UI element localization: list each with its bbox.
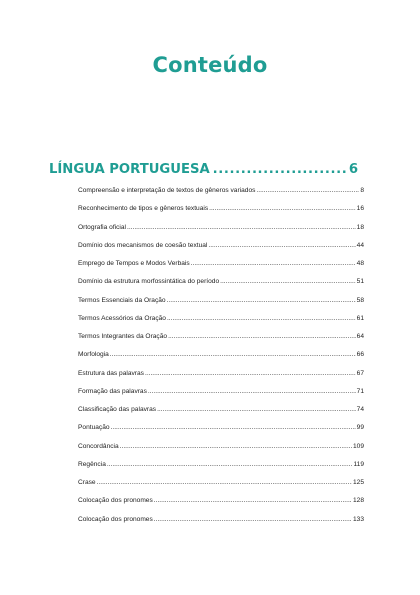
toc-entry: [78, 516, 364, 534]
toc-entry-label: Concordância: [78, 442, 119, 450]
toc-entry: [78, 224, 364, 242]
section-title: LÍNGUA PORTUGUESA: [49, 162, 210, 177]
page-title: Conteúdo: [152, 53, 268, 77]
dot-leader: [191, 260, 356, 267]
toc-entry-page: 128: [352, 497, 364, 505]
dot-leader: [111, 424, 356, 431]
dot-leader: [220, 278, 356, 285]
toc-entry-label: Domínio da estrutura morfossintática do período: [78, 278, 220, 286]
toc-entry-label: Crase: [78, 479, 96, 486]
dot-leader: [208, 242, 355, 249]
toc-entry-label: Reconhecimento de tipos e gêneros textuais: [78, 205, 209, 213]
toc-entry-page: 18: [356, 223, 364, 231]
toc-entry-label: Emprego de Tempos e Modos Verbais: [78, 260, 190, 267]
dot-leader: [107, 461, 353, 468]
toc-entry-page: 74: [356, 406, 364, 413]
toc-entry: [78, 424, 364, 442]
toc-entry-page: 58: [356, 296, 364, 304]
dot-leader: [167, 297, 356, 304]
dot-leader: [97, 479, 352, 486]
section-page-number: 6: [348, 162, 358, 177]
dot-leader: [127, 224, 356, 231]
toc-section-heading: [49, 162, 358, 177]
dot-leader: [154, 516, 352, 523]
toc-entry-page: 61: [356, 314, 364, 322]
dot-leader: [110, 351, 356, 358]
toc-entry-label: Colocação dos pronomes: [78, 515, 153, 523]
dot-leader: [167, 315, 356, 322]
toc-entry-label: Classificação das palavras: [78, 406, 157, 413]
toc-entry: [78, 315, 364, 333]
toc-entry: [78, 351, 364, 369]
dot-leader: [145, 370, 356, 377]
toc-entry: [78, 479, 364, 497]
toc-entry-label: Termos Essenciais da Oração: [78, 296, 166, 304]
toc-entry-page: 125: [352, 479, 364, 486]
toc-entry: [78, 205, 364, 223]
toc-entry: [78, 278, 364, 296]
toc-entry-page: 66: [356, 351, 364, 359]
toc-entry-page: 71: [356, 387, 364, 395]
toc-entry: [78, 297, 364, 315]
toc-entry: [78, 333, 364, 351]
toc-entry: [78, 497, 364, 515]
toc-entry-label: Termos Acessórios da Oração: [78, 314, 166, 322]
toc-entry-label: Regência: [78, 460, 106, 468]
toc-entry-label: Morfologia: [78, 351, 109, 359]
dot-leader: [148, 388, 356, 395]
dot-leader: [154, 497, 352, 504]
toc-entry-label: Compreensão e interpretação de textos de gêneros variados: [78, 187, 256, 194]
toc-entry-label: Colocação dos pronomes: [78, 497, 153, 505]
toc-list: [78, 187, 364, 534]
toc-entry-page: 64: [356, 333, 364, 340]
toc-entry-page: 48: [356, 260, 364, 267]
toc-entry: [78, 187, 364, 205]
toc-entry-page: 133: [352, 515, 364, 523]
toc-entry-page: 109: [352, 442, 364, 450]
toc-entry: [78, 370, 364, 388]
toc-entry-page: 99: [356, 424, 364, 432]
toc-entry-label: Termos Integrantes da Oração: [78, 333, 168, 340]
toc-entry-label: Domínio dos mecanismos de coesão textual: [78, 241, 208, 249]
toc-entry: [78, 461, 364, 479]
toc-entry-page: 67: [356, 369, 364, 377]
toc-entry-label: Pontuação: [78, 424, 110, 432]
toc-entry-page: 51: [356, 278, 364, 286]
toc-entry: [78, 406, 364, 424]
dot-leader: [209, 205, 356, 212]
toc-entry-page: 16: [356, 205, 364, 213]
toc-entry: [78, 443, 364, 461]
toc-entry: [78, 260, 364, 278]
toc-entry-label: Ortografia oficial: [78, 223, 127, 231]
toc-entry-label: Estrutura das palavras: [78, 369, 144, 377]
dot-leader: [256, 187, 359, 194]
toc-entry-page: 44: [356, 241, 364, 249]
toc-entry: [78, 388, 364, 406]
dot-leader: [157, 406, 356, 413]
toc-entry-label: Formação das palavras: [78, 387, 147, 395]
dot-leader: [168, 333, 356, 340]
dot-leader: [120, 443, 352, 450]
toc-entry-page: 8: [360, 187, 364, 194]
toc-entry: [78, 242, 364, 260]
dot-leader: [213, 162, 346, 177]
toc-entry-page: 119: [353, 460, 364, 468]
